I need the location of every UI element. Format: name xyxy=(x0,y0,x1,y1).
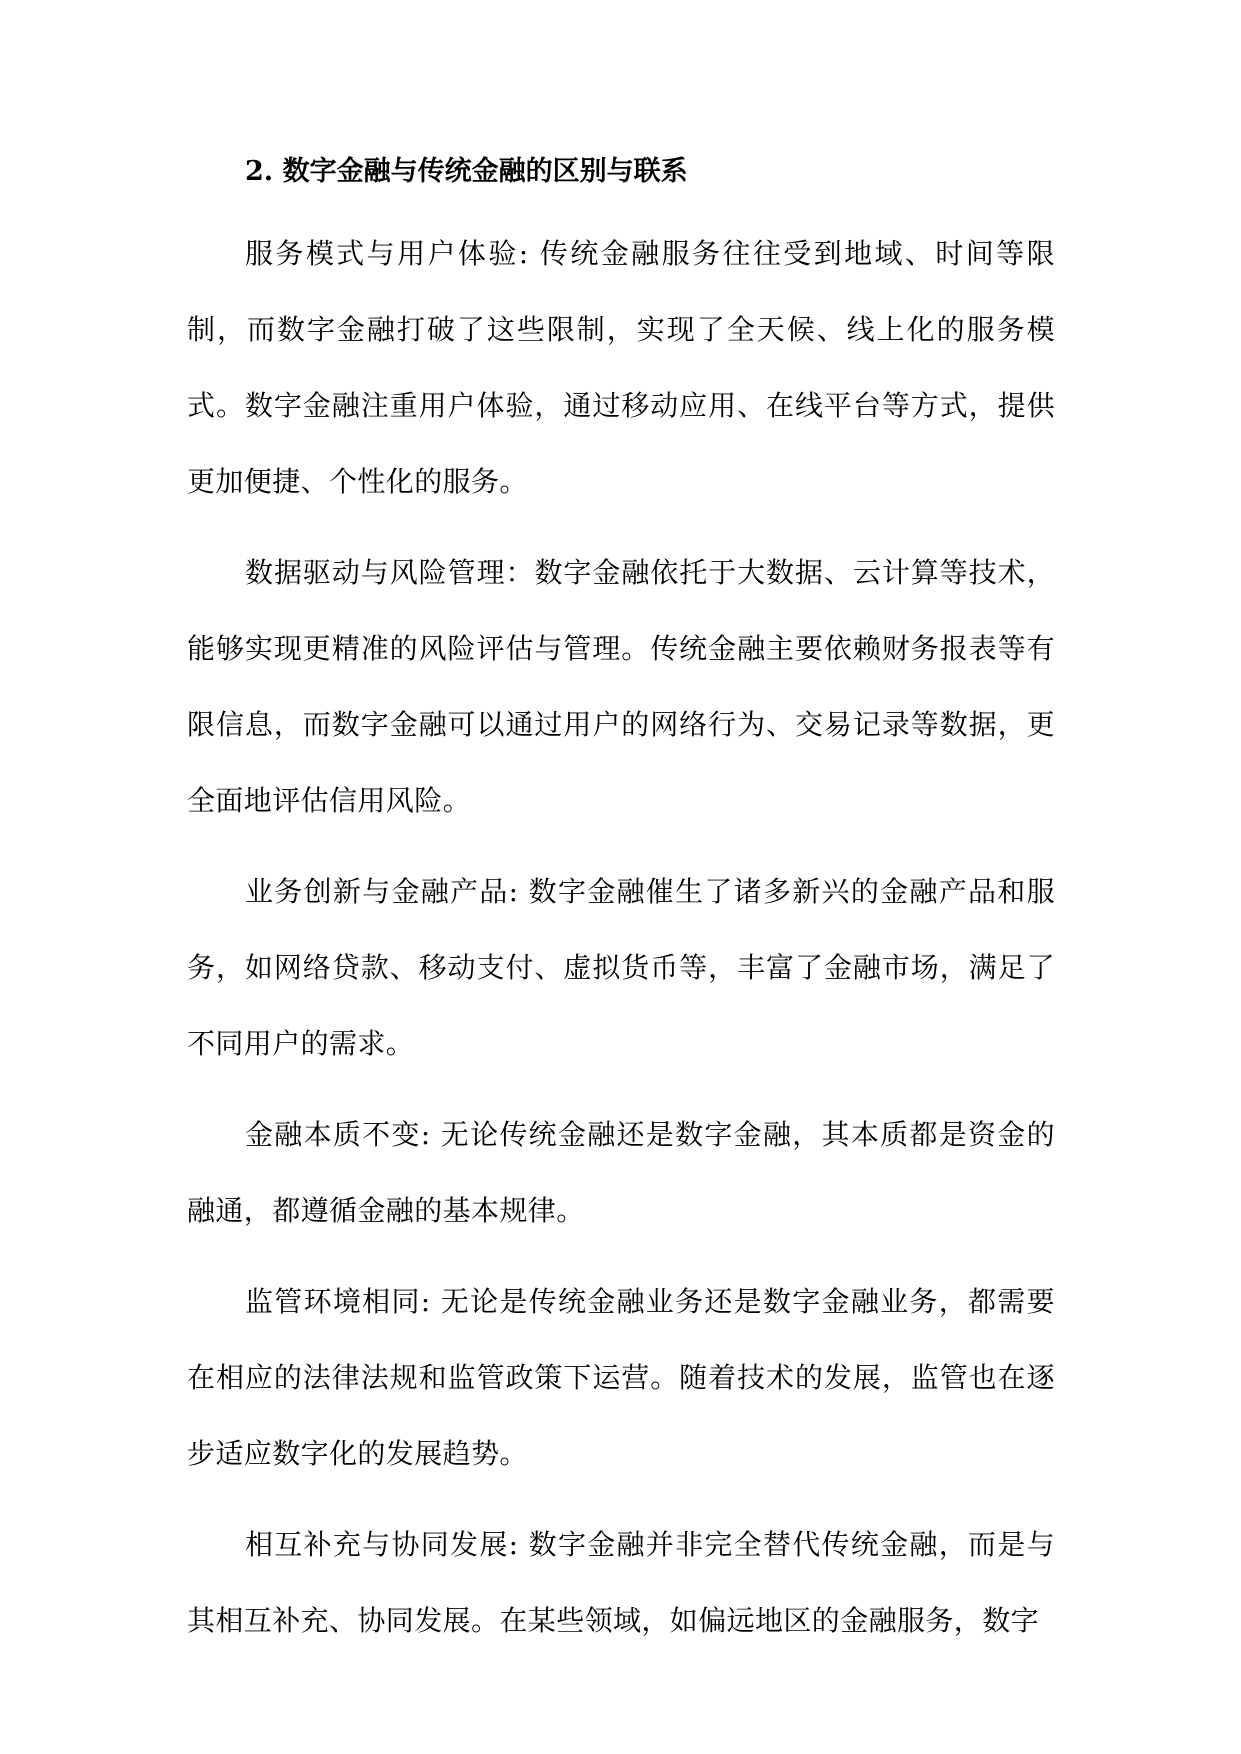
paragraph-innovation-products: 业务创新与金融产品: 数字金融催生了诸多新兴的金融产品和服务，如网络贷款、移动支付、虚拟货币等，丰富了金融市场，满足了不同用户的需求。 xyxy=(187,875,1055,1060)
document-body xyxy=(187,143,1055,1659)
paragraph-finance-essence: 金融本质不变: 无论传统金融还是数字金融，其本质都是资金的融通，都遵循金融的基本规律。 xyxy=(187,1118,1055,1227)
paragraph-service-model: 服务模式与用户体验: 传统金融服务往往受到地域、时间等限制，而数字金融打破了这些限制，实现了全天候、线上化的服务模式。数字金融注重用户体验，通过移动应用、在线平台等方式，提供更加便捷、个性化的服务。 xyxy=(187,237,1055,498)
section-heading: 2. 数字金融与传统金融的区别与联系 xyxy=(245,156,688,187)
paragraph-complementary: 相互补充与协同发展: 数字金融并非完全替代传统金融，而是与其相互补充、协同发展。在某些领域，如偏远地区的金融服务，数字 xyxy=(187,1528,1055,1637)
paragraph-regulation: 监管环境相同: 无论是传统金融业务还是数字金融业务，都需要在相应的法律法规和监管政策下运营。随着技术的发展，监管也在逐步适应数字化的发展趋势。 xyxy=(187,1285,1055,1470)
paragraph-data-risk: 数据驱动与风险管理：数字金融依托于大数据、云计算等技术，能够实现更精准的风险评估与管理。传统金融主要依赖财务报表等有限信息，而数字金融可以通过用户的网络行为、交易记录等数据，更全面地评估信用风险。 xyxy=(187,556,1055,817)
